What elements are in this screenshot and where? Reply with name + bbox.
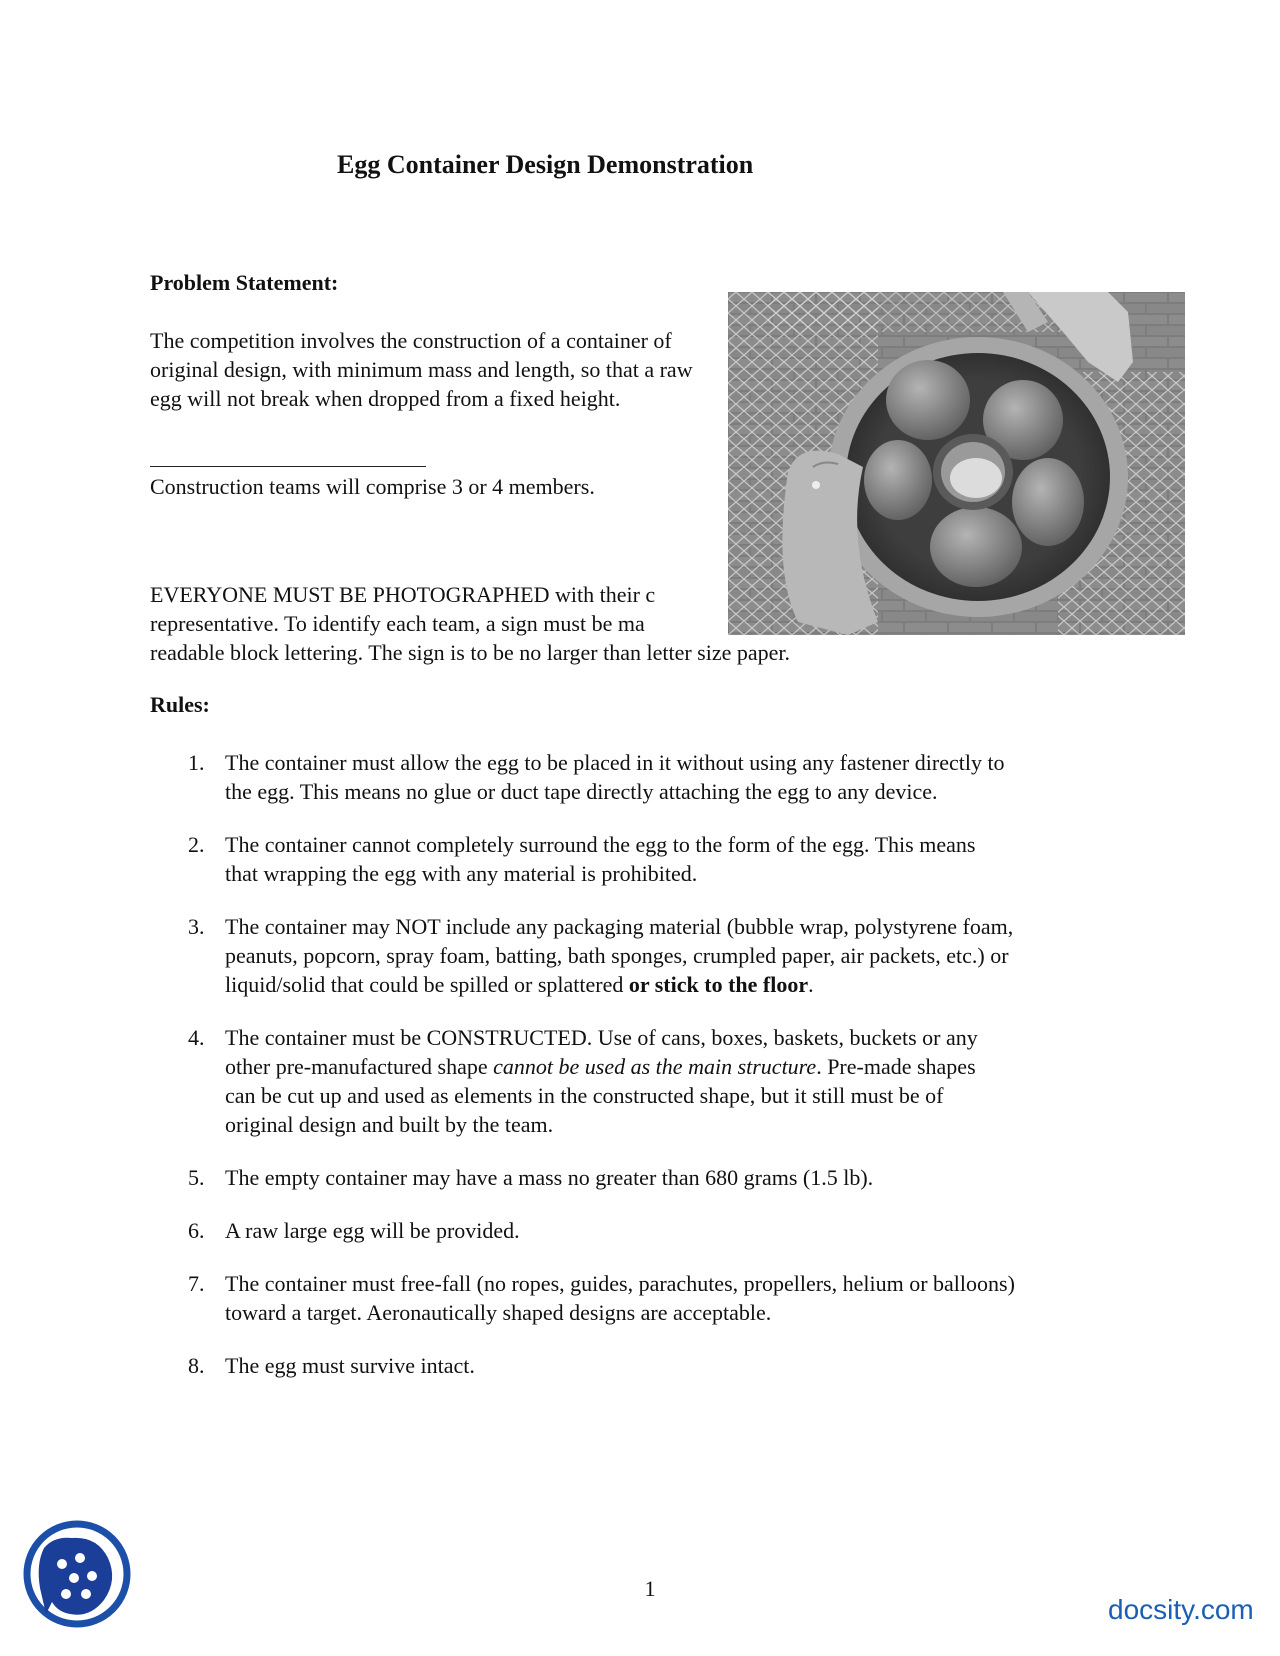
list-item <box>150 1269 1150 1327</box>
list-item <box>150 912 1150 999</box>
rule-line: A raw large egg will be provided. <box>225 1218 520 1243</box>
list-number: 8. <box>188 1353 205 1378</box>
rule-text: . <box>808 972 814 997</box>
problem-paragraph-2: Construction teams will comprise 3 or 4 members. <box>150 474 595 499</box>
list-item <box>150 1216 1150 1245</box>
rule-line: The container must be CONSTRUCTED. Use of cans, boxes, baskets, buckets or any <box>225 1025 978 1050</box>
list-number: 2. <box>188 832 205 857</box>
paragraph-line: representative. To identify each team, a sign must be ma <box>150 611 645 636</box>
rule-line: original design and built by the team. <box>225 1112 554 1137</box>
rules-list <box>150 748 1150 1380</box>
rules-heading: Rules: <box>150 692 210 717</box>
rule-line: The egg must survive intact. <box>225 1353 475 1378</box>
list-item <box>150 830 1150 888</box>
docsity-logo-icon[interactable] <box>22 1518 132 1630</box>
list-number: 3. <box>188 914 205 939</box>
rule-line: The container may NOT include any packaging material (bubble wrap, polystyrene foam, <box>225 914 1014 939</box>
rule-line: The container must allow the egg to be placed in it without using any fastener directly to <box>225 750 1005 775</box>
docsity-brand-link[interactable]: docsity.com <box>1108 1594 1254 1625</box>
rule-line: that wrapping the egg with any material is prohibited. <box>225 861 698 886</box>
rule-line <box>225 1052 1150 1081</box>
rule-line: toward a target. Aeronautically shaped designs are acceptable. <box>225 1300 772 1325</box>
list-item <box>150 1351 1150 1380</box>
rule-line: The empty container may have a mass no greater than 680 grams (1.5 lb). <box>225 1165 874 1190</box>
rule-line: can be cut up and used as elements in the constructed shape, but it still must be of <box>225 1083 944 1108</box>
list-number: 7. <box>188 1271 205 1296</box>
blank-underline <box>150 466 426 467</box>
problem-paragraph-1: The competition involves the construction of a container of original design, with minimum mass and length, so that a raw egg will not break when dropped from a fixed height. <box>150 328 693 411</box>
rule-text: other pre-manufactured shape <box>225 1054 494 1079</box>
rule-line: the egg. This means no glue or duct tape directly attaching the egg to any device. <box>225 779 938 804</box>
list-number: 5. <box>188 1165 205 1190</box>
rule-emphasis: cannot be used as the main structure <box>493 1054 817 1079</box>
list-number: 1. <box>188 750 205 775</box>
paragraph-line: EVERYONE MUST BE PHOTOGRAPHED with their c <box>150 582 656 607</box>
list-number: 6. <box>188 1218 205 1243</box>
list-number: 4. <box>188 1025 205 1050</box>
rule-line: The container cannot completely surround the egg to the form of the egg. This means <box>225 832 976 857</box>
list-item <box>150 748 1150 806</box>
rule-line: peanuts, popcorn, spray foam, batting, bath sponges, crumpled paper, air packets, etc.) or <box>225 943 1009 968</box>
egg-container-photo <box>728 292 1185 635</box>
list-item <box>150 1023 1150 1139</box>
list-item <box>150 1163 1150 1192</box>
rule-emphasis: or stick to the floor <box>628 972 809 997</box>
paragraph-line: readable block lettering. The sign is to be no larger than letter size paper. <box>150 640 791 665</box>
rule-text: liquid/solid that could be spilled or splattered <box>225 972 629 997</box>
problem-statement-heading: Problem Statement: <box>150 270 339 295</box>
rule-line: The container must free-fall (no ropes, guides, parachutes, propellers, helium or balloons) <box>225 1271 1015 1296</box>
page-number: 1 <box>644 1576 656 1601</box>
rule-text: . Pre-made shapes <box>816 1054 976 1079</box>
document-title: Egg Container Design Demonstration <box>337 150 754 179</box>
rule-line <box>225 970 1150 999</box>
